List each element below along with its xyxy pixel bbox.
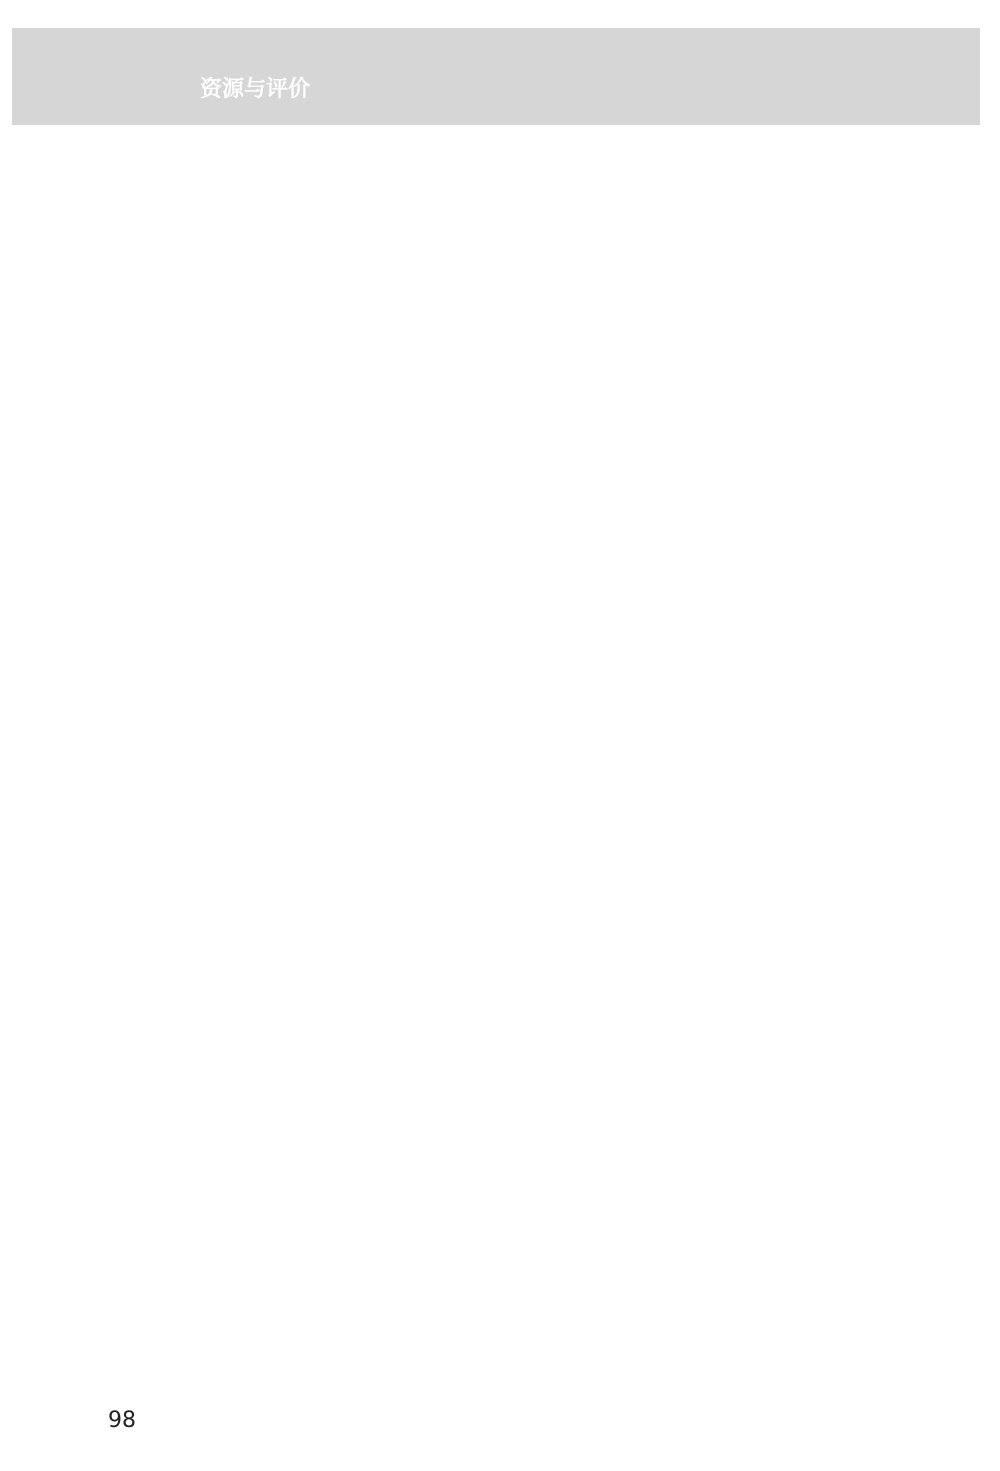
- page-number: 98: [108, 1408, 136, 1433]
- header-band: [12, 28, 980, 125]
- header-title: 资源与评价: [200, 77, 311, 102]
